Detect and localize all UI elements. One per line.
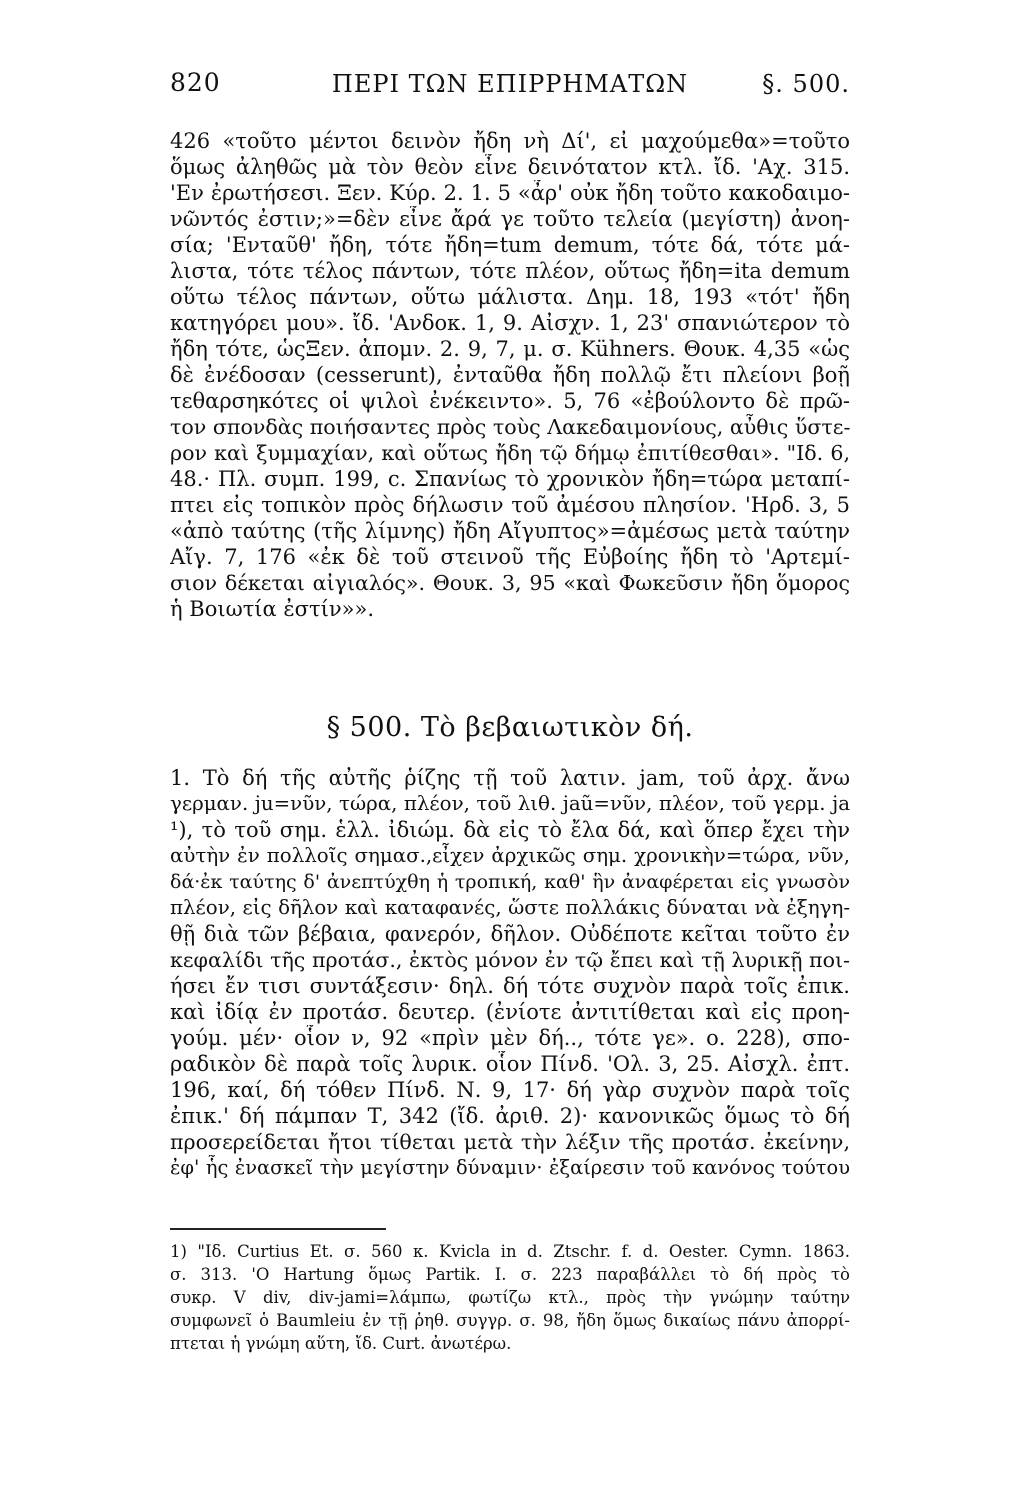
text-line: δὲ ἐνέδοσαν (cesserunt), ἐνταῦθα ἤδη πολλῷ ἔτι πλείονι βοῇ (170, 363, 850, 387)
text-line: κεφαλίδι τῆς προτάσ., ἐκτὸς μόνον ἐν τῷ ἔπει καὶ τῇ λυρικῇ ποι- (170, 948, 850, 972)
text-line: οὕτω τέλος πάντων, οὕτω μάλιστα. Δημ. 18, 193 «τότ' ἤδη (170, 285, 850, 309)
text-line: 196, καί, δή τόθεν Πίνδ. Ν. 9, 17· δή γὰρ συχνὸν παρὰ τοῖς (170, 1078, 850, 1102)
text-line: «ἀπὸ ταύτης (τῆς λίμνης) ἤδη Αἴγυπτος»=ἀμέσως μετὰ ταύτην (170, 519, 850, 543)
text-line: προσερείδεται ἤτοι τίθεται μετὰ τὴν λέξιν τῆς προτάσ. ἐκείνην, (170, 1130, 850, 1154)
section-reference: §. 500. (762, 70, 850, 98)
text-line: πλέον, εἰς δῆλον καὶ καταφανές, ὥστε πολλάκις δύναται νὰ ἐξηγη- (170, 896, 850, 919)
text-line: θῇ διὰ τῶν βέβαια, φανερόν, δῆλον. Οὐδέποτε κεῖται τοῦτο ἐν (170, 922, 850, 946)
text-line: σιον δέκεται αἰγιαλός». Θουκ. 3, 95 «καὶ Φωκεῦσιν ἤδη ὅμορος (170, 571, 850, 595)
text-line: 'Εν ἐρωτήσεσι. Ξεν. Κύρ. 2. 1. 5 «ἆρ' οὐκ ἤδη τοῦτο κακοδαιμο- (170, 181, 850, 205)
text-line: 1. Τὸ δή τῆς αὐτῆς ῥίζης τῇ τοῦ λατιν. jam, τοῦ ἀρχ. ἄνω (170, 766, 850, 790)
text-line: ἐπικ.' δή πάμπαν Τ, 342 (ἴδ. ἀριθ. 2)· κανονικῶς ὅμως τὸ δή (170, 1104, 850, 1128)
footnote-line: πτεται ἡ γνώμη αὕτη, ἴδ. Curt. ἀνωτέρω. (170, 1334, 512, 1353)
text-line: γερμαν. ju=νῦν, τώρα, πλέον, τοῦ λιθ. jaũ=νῦν, πλέον, τοῦ γερμ. ja (170, 792, 850, 815)
running-title: ΠΕΡΙ ΤΩΝ ΕΠΙΡΡΗΜΑΤΩΝ (331, 70, 689, 98)
continued-paragraph (170, 128, 850, 622)
text-line: κατηγόρει μου». ἴδ. 'Ανδοκ. 1, 9. Αἰσχν. 1, 23' σπανιώτερον τὸ (170, 311, 850, 335)
text-line: 48.· Πλ. συμπ. 199, c. Σπανίως τὸ χρονικὸν ἤδη=τώρα μεταπί- (170, 467, 850, 491)
text-line: ὅμως ἀληθῶς μὰ τὸν θεὸν εἶνε δεινότατον κτλ. ἴδ. 'Αχ. 315. (170, 155, 850, 179)
text-line: πτει εἰς τοπικὸν πρὸς δήλωσιν τοῦ ἀμέσου πλησίον. 'Ηρδ. 3, 5 (170, 493, 850, 517)
text-line: 426 «τοῦτο μέντοι δεινὸν ἤδη νὴ Δί', εἰ μαχούμεθα»=τοῦτο (170, 129, 850, 153)
page-header (170, 68, 850, 108)
section-paragraph (170, 765, 850, 1181)
text-line: νῶντός ἐστιν;»=δὲν εἶνε ἄρά γε τοῦτο τελεία (μεγίστη) ἀνοη- (170, 207, 850, 231)
text-line: καὶ ἰδίᾳ ἐν προτάσ. δευτερ. (ἐνίοτε ἀντιτίθεται καὶ εἰς προη- (170, 1000, 850, 1024)
footnote (170, 1240, 850, 1355)
text-line: Αἴγ. 7, 176 «ἐκ δὲ τοῦ στεινοῦ τῆς Εὐβοίης ἤδη τὸ 'Αρτεμί- (170, 545, 850, 569)
footnote-line: σ. 313. 'Ο Hartung ὅμως Partik. I. σ. 223 παραβάλλει τὸ δή πρὸς τὸ (170, 1265, 850, 1284)
text-line: τον σπονδὰς ποιήσαντες πρὸς τοὺς Λακεδαιμονίους, αὖθις ὕστε- (170, 415, 850, 439)
section-heading: § 500. Τὸ βεβαιωτικὸν δή. (326, 712, 694, 743)
text-line: ήσει ἔν τισι συντάξεσιν· δηλ. δή τότε συχνὸν παρὰ τοῖς ἐπικ. (170, 974, 850, 998)
footnote-line: 1) "Ιδ. Curtius Et. σ. 560 κ. Kvicla in d. Ztschr. f. d. Oester. Cymn. 1863. (170, 1242, 850, 1261)
text-line: ἤδη τότε, ὡςΞεν. ἀπομν. 2. 9, 7, μ. σ. Kühners. Θουκ. 4,35 «ὡς (170, 337, 850, 361)
text-line: σία; 'Ενταῦθ' ἤδη, τότε ἤδη=tum demum, τότε δά, τότε μά- (170, 233, 850, 257)
text-line: γούμ. μέν· οἷον ν, 92 «πρὶν μὲν δή.., τότε γε». ο. 228), σπο- (170, 1026, 850, 1050)
page-number: 820 (170, 68, 221, 97)
text-line: δά·ἐκ ταύτης δ' ἀνεπτύχθη ἡ τροπική, καθ' ἣν ἀναφέρεται εἰς γνωσὸν (170, 871, 850, 893)
text-line: λιστα, τότε τέλος πάντων, τότε πλέον, οὕτως ἤδη=ita demum (170, 259, 850, 283)
text-line: ¹), τὸ τοῦ σημ. ἑλλ. ἰδιώμ. δὰ εἰς τὸ ἔλα δά, καὶ ὅπερ ἔχει τὴν (170, 818, 850, 842)
text-line: ἡ Βοιωτία ἐστίν»». (170, 597, 374, 621)
text-line: ρον καὶ ξυμμαχίαν, καὶ οὕτως ἤδη τῷ δήμῳ ἐπιτίθεσθαι». "Ιδ. 6, (170, 441, 850, 465)
footnote-divider (170, 1228, 386, 1230)
footnote-line: συκρ. V div, div-jami=λάμπω, φωτίζω κτλ., πρὸς τὴν γνώμην ταύτην (170, 1288, 850, 1307)
text-line: τεθαρσηκότες οἱ ψιλοὶ ἐνέκειντο». 5, 76 «ἐβούλοντο δὲ πρῶ- (170, 389, 850, 413)
text-line: ραδικὸν δὲ παρὰ τοῖς λυρικ. οἷον Πίνδ. 'Ολ. 3, 25. Αἰσχλ. ἐπτ. (170, 1052, 850, 1076)
text-line: αὐτὴν ἐν πολλοῖς σημασ.,εἶχεν ἀρχικῶς σημ. χρονικὴν=τώρα, νῦν, (170, 844, 850, 867)
footnote-line: συμφωνεῖ ὁ Baumleiu ἐν τῇ ῥηθ. συγγρ. σ. 98, ἤδη ὅμως δικαίως πάνυ ἀπορρί- (170, 1311, 850, 1330)
text-line: ἐφ' ἧς ἐνασκεῖ τὴν μεγίστην δύναμιν· ἐξαίρεσιν τοῦ κανόνος τούτου (170, 1156, 850, 1179)
